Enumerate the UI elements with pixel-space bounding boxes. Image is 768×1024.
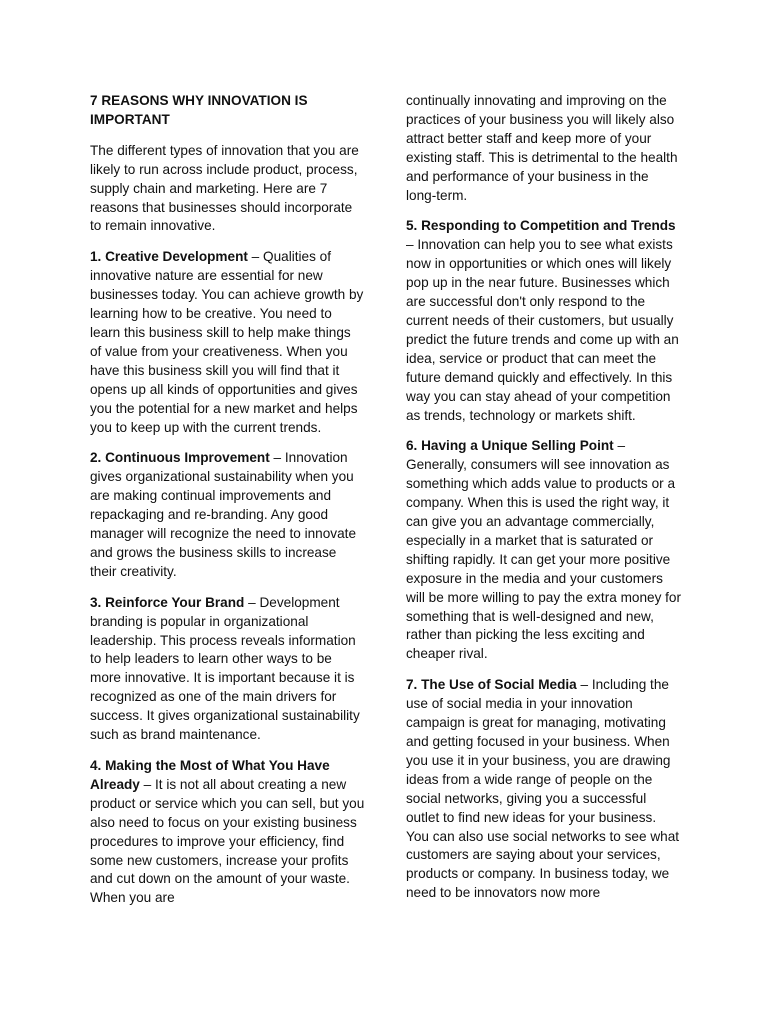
section-body: – Innovation can help you to see what exists now in opportunities or which ones will likely pop up in the near future. Businesses which are successful don't only respond to the current needs of their customers, but usually predict the future trends and come up with an idea, service or product that can meet the future demand quickly and effectively. In this way you can stay ahead of your competition as trends, technology or markets shift. — [406, 237, 679, 423]
section-heading: 4. Making the Most of What You Have Already — [90, 758, 330, 792]
section-paragraph — [406, 437, 681, 664]
section-paragraph — [90, 248, 365, 437]
section-heading: 3. Reinforce Your Brand — [90, 594, 245, 610]
right-column — [406, 92, 681, 915]
section-heading: 7. The Use of Social Media — [406, 677, 577, 693]
section-body: – Including the use of social media in your innovation campaign is great for managing, motivating and getting focused in your business. When you use it in your business, you are drawing ideas from a wide range of people on the social networks, giving you a successful outlet to find new ideas for your business. You can also use social networks to see what customers are saying about your services, products or company. In business today, we need to be innovators now more — [406, 677, 680, 901]
section-paragraph — [90, 594, 365, 745]
intro-paragraph: The different types of innovation that you are likely to run across include product, process, supply chain and marketing. Here are 7 reasons that businesses should incorporate to remain innovative. — [90, 142, 359, 234]
section-paragraph — [90, 757, 365, 908]
section-body: – Development branding is popular in organizational leadership. This process reveals information to help leaders to learn other ways to be more innovative. It is important because it is recognized as one of the main drivers for success. It gives organizational sustainability such as brand maintenance. — [90, 594, 360, 743]
section-body: – Qualities of innovative nature are essential for new businesses today. You can achieve growth by learning how to be creative. You need to learn this business skill to help make things of value from your creativeness. When you have this business skill you will find that it opens up all kinds of opportunities and gives you the potential for a new market and helps you to keep up with the current trends. — [90, 249, 364, 435]
section-heading: 5. Responding to Competition and Trends — [406, 218, 676, 234]
continued-paragraph — [406, 92, 681, 205]
section-body: – Generally, consumers will see innovation as something which adds value to products or a company. When this is used the right way, it can give you an advantage commercially, especially in a market that is saturated or shifting rapidly. It can get your more positive exposure in the media and your customers will be more willing to pay the extra money for something that is well-designed and new, rather than picking the less exciting and cheaper rival. — [406, 438, 682, 662]
section-paragraph — [406, 217, 681, 425]
section-heading: 1. Creative Development — [90, 249, 248, 265]
section-heading: 6. Having a Unique Selling Point — [406, 438, 614, 454]
section-paragraph — [90, 449, 365, 581]
section-body: – Innovation gives organizational sustainability when you are making continual improvements and repackaging and re-branding. Any good manager will recognize the need to innovate and grows the business skills to increase their creativity. — [90, 450, 357, 579]
section-paragraph — [406, 676, 681, 903]
section-heading: 2. Continuous Improvement — [90, 450, 270, 466]
section-body: – It is not all about creating a new product or service which you can sell, but you also need to focus on your existing business procedures to improve your efficiency, find some new customers, increase your profits and cut down on the amount of your waste. When you are — [90, 776, 365, 906]
section-body: continually innovating and improving on the practices of your business you will likely also attract better staff and keep more of your existing staff. This is detrimental to the health and performance of your business in the long-term. — [406, 93, 678, 203]
left-column — [90, 92, 365, 920]
document-title: 7 REASONS WHY INNOVATION IS IMPORTANT — [90, 93, 308, 127]
